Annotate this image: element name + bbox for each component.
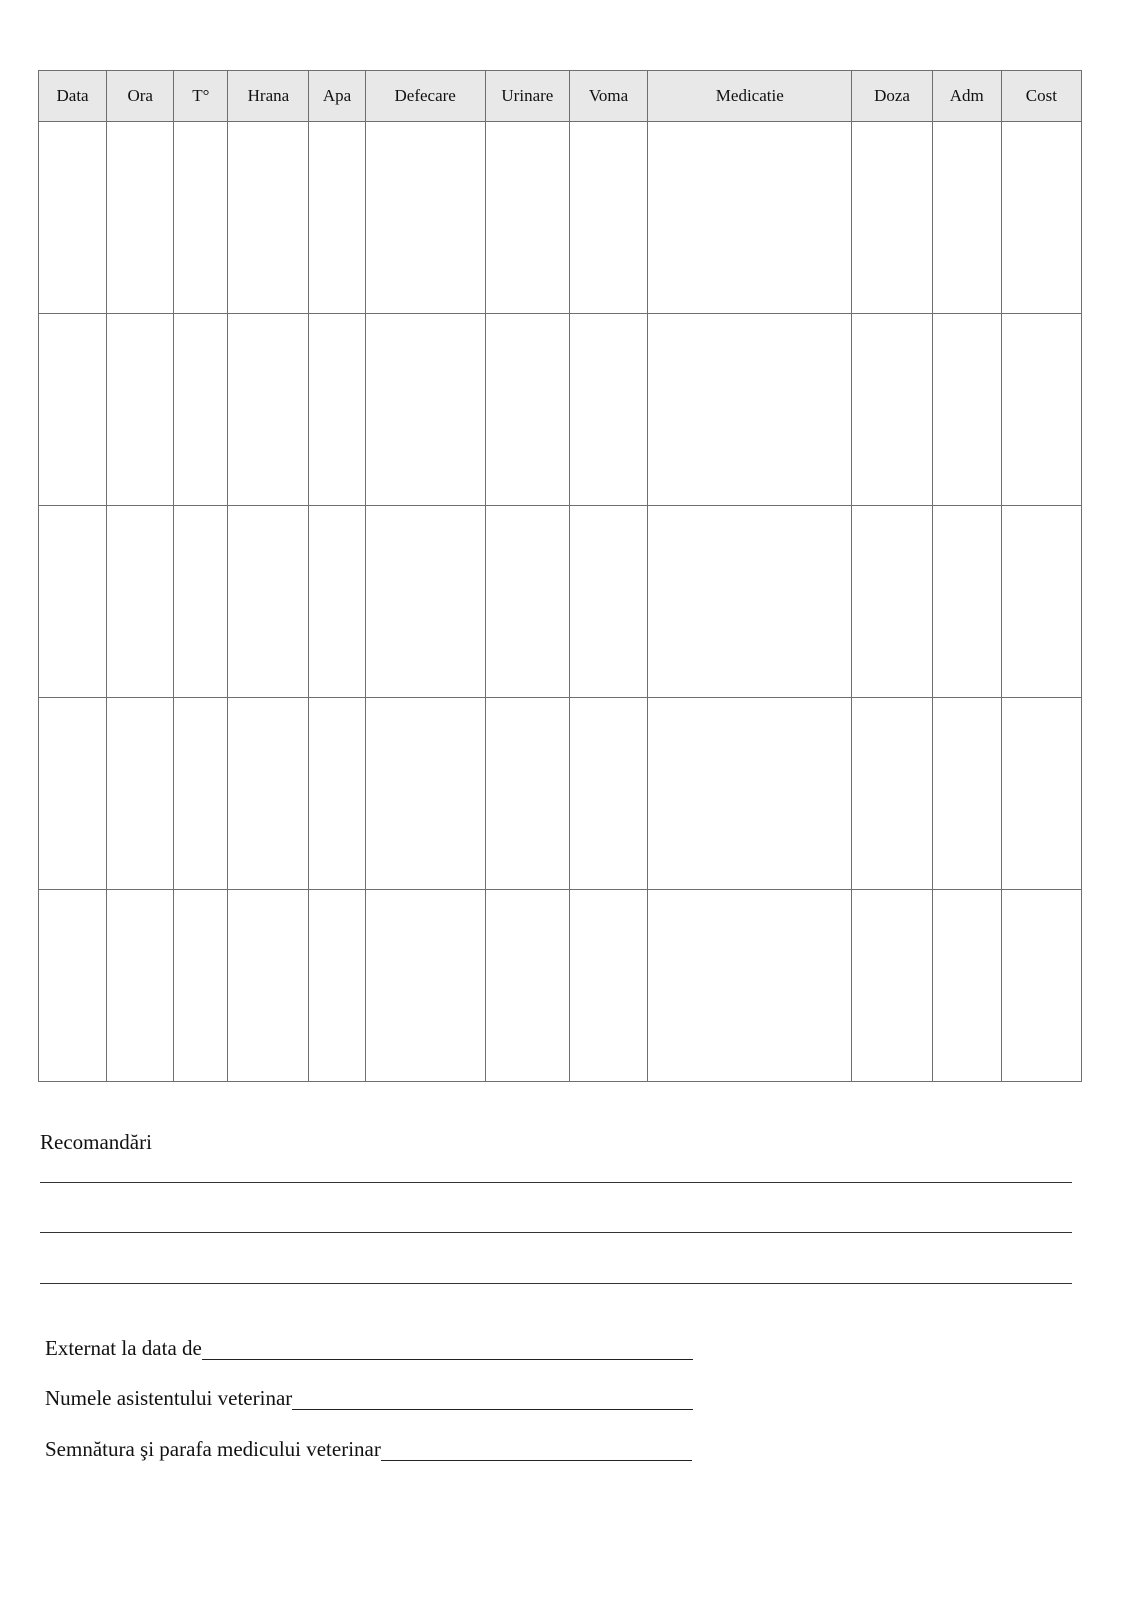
recommendations-line[interactable] [40, 1182, 1072, 1183]
assistant-name-field[interactable] [292, 1387, 693, 1410]
table-cell[interactable] [648, 890, 852, 1082]
table-cell[interactable] [485, 122, 569, 314]
column-header-doza: Doza [852, 71, 932, 122]
table-cell[interactable] [852, 506, 932, 698]
table-cell[interactable] [932, 314, 1001, 506]
table-cell[interactable] [485, 506, 569, 698]
table-cell[interactable] [569, 314, 647, 506]
discharge-date-field[interactable] [202, 1337, 693, 1360]
treatment-log-table [38, 70, 1082, 1082]
table-cell[interactable] [852, 122, 932, 314]
table-cell[interactable] [107, 698, 174, 890]
vet-signature-field[interactable] [381, 1438, 692, 1461]
table-cell[interactable] [852, 314, 932, 506]
table-cell[interactable] [569, 506, 647, 698]
table-cell[interactable] [309, 506, 365, 698]
discharge-date-row [45, 1336, 693, 1360]
table-cell[interactable] [309, 122, 365, 314]
table-cell[interactable] [174, 506, 228, 698]
table-cell[interactable] [174, 314, 228, 506]
table-cell[interactable] [485, 698, 569, 890]
table-header-row [39, 71, 1082, 122]
table-cell[interactable] [1001, 698, 1081, 890]
vet-signature-label: Semnătura şi parafa medicului veterinar [45, 1437, 381, 1461]
column-header-medicatie: Medicatie [648, 71, 852, 122]
table-cell[interactable] [365, 890, 485, 1082]
table-cell[interactable] [174, 698, 228, 890]
table-cell[interactable] [107, 122, 174, 314]
column-header-defecare: Defecare [365, 71, 485, 122]
table-cell[interactable] [228, 506, 309, 698]
table-cell[interactable] [485, 890, 569, 1082]
column-header-ora: Ora [107, 71, 174, 122]
table-cell[interactable] [648, 698, 852, 890]
table-cell[interactable] [365, 314, 485, 506]
column-header-urinare: Urinare [485, 71, 569, 122]
discharge-date-label: Externat la data de [45, 1336, 202, 1360]
table-cell[interactable] [852, 698, 932, 890]
table-cell[interactable] [648, 506, 852, 698]
assistant-name-row [45, 1386, 693, 1410]
recommendations-line[interactable] [40, 1283, 1072, 1284]
table-cell[interactable] [174, 890, 228, 1082]
column-header-cost: Cost [1001, 71, 1081, 122]
column-header-hrana: Hrana [228, 71, 309, 122]
table-row [39, 122, 1082, 314]
table-row [39, 314, 1082, 506]
table-cell[interactable] [228, 122, 309, 314]
table-cell[interactable] [365, 122, 485, 314]
table-cell[interactable] [569, 122, 647, 314]
table-cell[interactable] [1001, 506, 1081, 698]
table-cell[interactable] [174, 122, 228, 314]
table-cell[interactable] [1001, 314, 1081, 506]
table-cell[interactable] [309, 698, 365, 890]
column-header-adm: Adm [932, 71, 1001, 122]
table-cell[interactable] [365, 698, 485, 890]
recommendations-title: Recomandări [40, 1130, 152, 1154]
table-cell[interactable] [932, 698, 1001, 890]
recommendations-line[interactable] [40, 1232, 1072, 1233]
table-cell[interactable] [932, 122, 1001, 314]
table-cell[interactable] [309, 890, 365, 1082]
table-row [39, 698, 1082, 890]
table-cell[interactable] [39, 698, 107, 890]
table-cell[interactable] [107, 890, 174, 1082]
table-cell[interactable] [39, 890, 107, 1082]
column-header-temperature: T° [174, 71, 228, 122]
vet-signature-row [45, 1437, 692, 1461]
table-row [39, 890, 1082, 1082]
table-cell[interactable] [228, 890, 309, 1082]
table-cell[interactable] [365, 506, 485, 698]
table-cell[interactable] [39, 314, 107, 506]
table-cell[interactable] [648, 122, 852, 314]
table-cell[interactable] [228, 314, 309, 506]
table-cell[interactable] [1001, 122, 1081, 314]
table-cell[interactable] [107, 506, 174, 698]
table-cell[interactable] [1001, 890, 1081, 1082]
table-cell[interactable] [485, 314, 569, 506]
table-cell[interactable] [39, 122, 107, 314]
table-cell[interactable] [39, 506, 107, 698]
table-cell[interactable] [107, 314, 174, 506]
column-header-apa: Apa [309, 71, 365, 122]
table-cell[interactable] [932, 506, 1001, 698]
column-header-data: Data [39, 71, 107, 122]
table-cell[interactable] [932, 890, 1001, 1082]
table-cell[interactable] [569, 698, 647, 890]
table-row [39, 506, 1082, 698]
table-cell[interactable] [309, 314, 365, 506]
assistant-name-label: Numele asistentului veterinar [45, 1386, 293, 1410]
table-cell[interactable] [228, 698, 309, 890]
table-cell[interactable] [569, 890, 647, 1082]
column-header-voma: Voma [569, 71, 647, 122]
table-cell[interactable] [852, 890, 932, 1082]
table-cell[interactable] [648, 314, 852, 506]
